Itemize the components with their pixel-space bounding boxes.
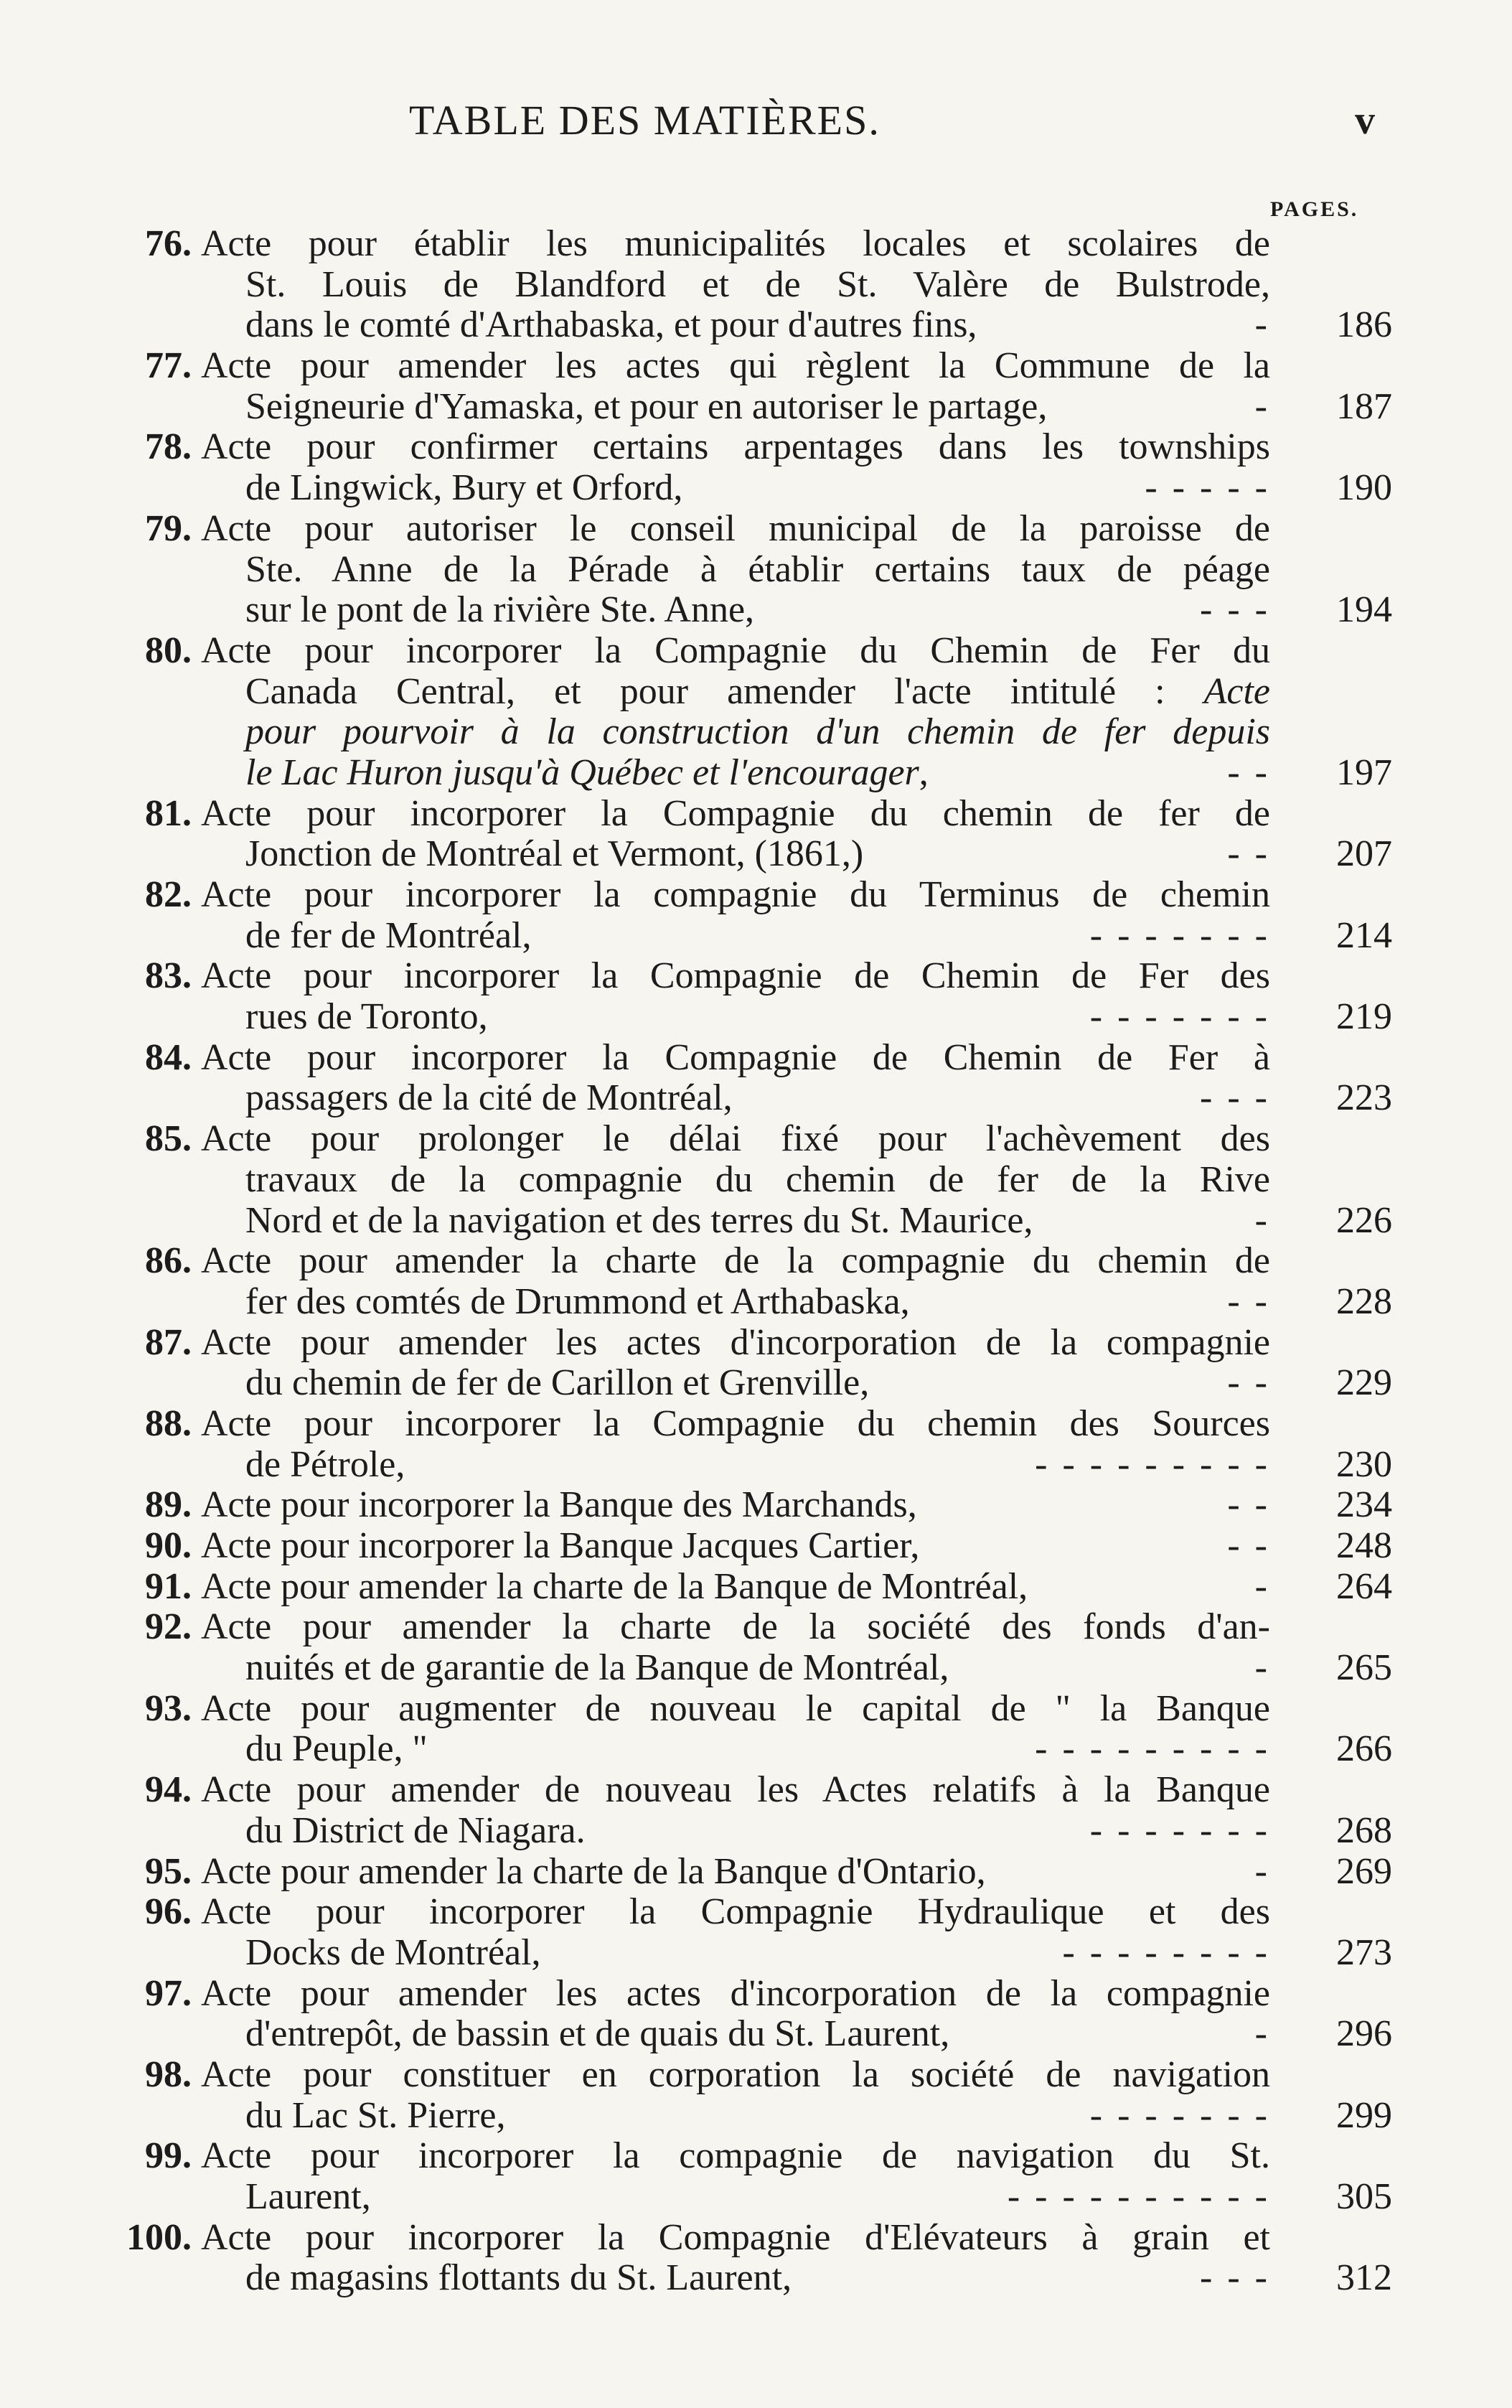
entry-page-number: 269 (1336, 1850, 1392, 1892)
entry-text: de Pétrole, (245, 1443, 405, 1485)
toc-entry-line (0, 427, 1512, 468)
dot-leaders: - - - - - - - - (1062, 1931, 1270, 1973)
entry-number: 84. (145, 1036, 192, 1078)
toc-entry-line (0, 550, 1512, 591)
toc-entry (0, 956, 1512, 1037)
entry-text: de Lingwick, Bury et Orford, (245, 467, 683, 509)
dot-leaders: - - (1227, 1484, 1270, 1526)
page-number: v (1355, 98, 1375, 143)
entry-text: le Lac Huron jusqu'à Québec et l'encourager, (245, 751, 929, 793)
toc-entry-line (0, 224, 1512, 265)
toc-entry-line (0, 1689, 1512, 1730)
entry-text: sur le pont de la rivière Ste. Anne, (245, 589, 755, 631)
toc-entry (0, 1323, 1512, 1404)
entry-text: St. Louis de Blandford et de St. Valère de Bulstrode, (245, 263, 1270, 305)
entry-text: Acte pour incorporer la Banque des Marchands, (201, 1484, 917, 1526)
toc-entry-line (0, 1160, 1512, 1201)
toc-entry-line (0, 1770, 1512, 1811)
entry-page-number: 228 (1336, 1280, 1392, 1322)
entry-page-number: 194 (1336, 589, 1392, 631)
entry-number: 80. (145, 629, 192, 671)
entry-number: 86. (145, 1240, 192, 1282)
entry-number: 81. (145, 792, 192, 834)
entry-page-number: 190 (1336, 467, 1392, 509)
entry-number: 83. (145, 955, 192, 997)
dot-leaders: - - - - - - - - - (1035, 1728, 1270, 1770)
toc-entry-line (0, 387, 1512, 428)
entry-page-number: 214 (1336, 914, 1392, 956)
entry-text: Acte pour établir les municipalités locales et scolaires de (201, 223, 1270, 264)
toc-entry-line (0, 794, 1512, 835)
entry-number: 91. (145, 1565, 192, 1607)
entry-text: Acte pour amender les actes d'incorporation de la compagnie (201, 1972, 1270, 2014)
dot-leaders: - - (1227, 1280, 1270, 1322)
toc-entry (0, 1485, 1512, 1526)
toc-entry-line (0, 1607, 1512, 1648)
entry-number: 87. (145, 1321, 192, 1363)
toc-entry (0, 875, 1512, 956)
entry-text: Acte pour prolonger le délai fixé pour l'achèvement des (201, 1118, 1270, 1160)
entry-page-number: 186 (1336, 304, 1392, 346)
entry-text: Acte pour constituer en corporation la société de navigation (201, 2053, 1270, 2095)
dot-leaders: - - - - - - - - - - (1007, 2176, 1270, 2217)
toc-entry-line (0, 712, 1512, 753)
toc-entry-line (0, 1852, 1512, 1893)
toc-entry (0, 1404, 1512, 1485)
entry-text: Ste. Anne de la Pérade à établir certains taux de péage (245, 548, 1270, 590)
entry-page-number: 229 (1336, 1362, 1392, 1404)
dot-leaders: - - - - - - - (1089, 914, 1270, 956)
dot-leaders: - (1254, 1647, 1270, 1689)
toc-entry-line (0, 1201, 1512, 1242)
dot-leaders: - (1254, 385, 1270, 427)
entry-number: 94. (145, 1769, 192, 1811)
entry-page-number: 268 (1336, 1809, 1392, 1851)
toc-entry-line (0, 1526, 1512, 1567)
toc-entry-line (0, 672, 1512, 713)
toc-entry (0, 224, 1512, 346)
toc-entry (0, 2218, 1512, 2299)
toc-entry (0, 1974, 1512, 2055)
entry-page-number: 219 (1336, 996, 1392, 1038)
entry-text: du District de Niagara. (245, 1809, 586, 1851)
entry-page-number: 296 (1336, 2013, 1392, 2055)
entry-page-number: 305 (1336, 2176, 1392, 2217)
entry-text: Acte pour incorporer la Compagnie du chemin de fer de (201, 792, 1270, 834)
entry-text: Acte pour amender la charte de la Banque de Montréal, (201, 1565, 1028, 1607)
toc-entry (0, 1119, 1512, 1241)
toc-entry (0, 631, 1512, 794)
toc-entry-line (0, 1729, 1512, 1770)
dot-leaders: - - - - - (1145, 467, 1270, 509)
entry-number: 99. (145, 2135, 192, 2177)
entry-number: 78. (145, 426, 192, 468)
toc-entry-line (0, 2055, 1512, 2096)
toc-entry (0, 1607, 1512, 1688)
entry-page-number: 265 (1336, 1647, 1392, 1689)
entry-text: dans le comté d'Arthabaska, et pour d'autres fins, (245, 304, 977, 346)
entry-text: Acte pour amender la charte de la société des fonds d'an- (201, 1606, 1270, 1648)
toc-entry (0, 509, 1512, 631)
entry-page-number: 299 (1336, 2094, 1392, 2136)
toc-entry-line (0, 2096, 1512, 2137)
entry-text: travaux de la compagnie du chemin de fer de la Rive (245, 1158, 1270, 1200)
entry-text: Acte pour autoriser le conseil municipal de la paroisse de (201, 507, 1270, 549)
entry-number: 79. (145, 507, 192, 549)
entry-page-number: 234 (1336, 1484, 1392, 1526)
entry-text: Acte pour incorporer la compagnie du Terminus de chemin (201, 874, 1270, 915)
toc-entry (0, 2055, 1512, 2136)
dot-leaders: - - - - - - - (1089, 2094, 1270, 2136)
entry-text: Acte pour incorporer la Compagnie de Chemin de Fer à (201, 1036, 1270, 1078)
toc-entry-line (0, 2014, 1512, 2055)
dot-leaders: - - - (1200, 1077, 1270, 1119)
entry-page-number: 273 (1336, 1931, 1392, 1973)
toc-entry (0, 1689, 1512, 1770)
entry-number: 89. (145, 1484, 192, 1526)
entry-number: 90. (145, 1525, 192, 1566)
toc-entry-line (0, 1892, 1512, 1933)
toc-entry-line (0, 1323, 1512, 1364)
toc-entry-line (0, 1648, 1512, 1689)
entry-page-number: 264 (1336, 1565, 1392, 1607)
dot-leaders: - - (1227, 1362, 1270, 1404)
toc-entry (0, 1770, 1512, 1851)
toc-entry-line (0, 1811, 1512, 1852)
toc-entry-line (0, 509, 1512, 550)
dot-leaders: - - - - - - - - - (1035, 1443, 1270, 1485)
entry-text: pour pourvoir à la construction d'un chemin de fer depuis (245, 711, 1270, 753)
toc-entry-line (0, 590, 1512, 631)
entry-page-number: 312 (1336, 2257, 1392, 2299)
entry-number: 76. (145, 223, 192, 264)
entry-text: rues de Toronto, (245, 996, 488, 1038)
toc-entry (0, 1526, 1512, 1567)
entry-page-number: 223 (1336, 1077, 1392, 1119)
entry-number: 85. (145, 1118, 192, 1160)
entry-number: 96. (145, 1891, 192, 1933)
dot-leaders: - - (1227, 833, 1270, 875)
entry-text: Acte pour amender la charte de la Banque d'Ontario, (201, 1850, 986, 1892)
entry-number: 82. (145, 874, 192, 915)
toc-entry-line (0, 2177, 1512, 2218)
toc-entry-line (0, 1974, 1512, 2015)
entry-text: Acte pour incorporer la Compagnie d'Elévateurs à grain et (201, 2216, 1270, 2258)
entry-text: de magasins flottants du St. Laurent, (245, 2257, 792, 2299)
entry-text: Acte pour incorporer la Compagnie Hydraulique et des (201, 1891, 1270, 1933)
entry-number: 97. (145, 1972, 192, 2014)
dot-leaders: - - - (1200, 589, 1270, 631)
toc-entry (0, 346, 1512, 427)
toc-entry-line (0, 956, 1512, 997)
entry-text: Seigneurie d'Yamaska, et pour en autoriser le partage, (245, 385, 1048, 427)
entry-page-number: 266 (1336, 1728, 1392, 1770)
entry-text: Acte pour incorporer la Compagnie du chemin des Sources (201, 1402, 1270, 1444)
toc-entry-line (0, 1363, 1512, 1404)
entry-text: Acte pour amender la charte de la compagnie du chemin de (201, 1240, 1270, 1282)
toc-entry-line (0, 305, 1512, 346)
entry-text: du Peuple, " (245, 1728, 428, 1770)
entry-page-number: 197 (1336, 751, 1392, 793)
entry-text: fer des comtés de Drummond et Arthabaska, (245, 1280, 910, 1322)
page-header (0, 92, 1512, 149)
entry-number: 93. (145, 1687, 192, 1729)
toc-entry-line (0, 1404, 1512, 1445)
toc-entry-line (0, 1567, 1512, 1608)
toc-entry-line (0, 265, 1512, 306)
toc-entry (0, 1038, 1512, 1119)
dot-leaders: - (1254, 1565, 1270, 1607)
toc-entry-line (0, 1933, 1512, 1974)
entry-text: Acte pour incorporer la Compagnie de Chemin de Fer des (201, 955, 1270, 997)
dot-leaders: - (1254, 2013, 1270, 2055)
toc-entry-line (0, 1078, 1512, 1119)
entry-number: 88. (145, 1402, 192, 1444)
entry-page-number: 226 (1336, 1199, 1392, 1241)
toc-entry-line (0, 1282, 1512, 1323)
toc-entry (0, 1892, 1512, 1973)
entry-text: Docks de Montréal, (245, 1931, 541, 1973)
entry-number: 98. (145, 2053, 192, 2095)
entry-text: du Lac St. Pierre, (245, 2094, 506, 2136)
entry-text: nuités et de garantie de la Banque de Montréal, (245, 1647, 949, 1689)
entry-page-number: 248 (1336, 1525, 1392, 1566)
entry-text: Laurent, (245, 2176, 371, 2217)
entry-text: Jonction de Montréal et Vermont, (1861,) (245, 833, 864, 875)
toc-entry-line (0, 346, 1512, 387)
entry-text: d'entrepôt, de bassin et de quais du St. Laurent, (245, 2013, 950, 2055)
toc-entry (0, 1852, 1512, 1893)
toc-entry-line (0, 468, 1512, 509)
toc-entry (0, 427, 1512, 508)
toc-entry-line (0, 875, 1512, 916)
entry-text: Nord et de la navigation et des terres du St. Maurice, (245, 1199, 1033, 1241)
toc-entry-line (0, 834, 1512, 875)
dot-leaders: - (1254, 1199, 1270, 1241)
entry-number: 92. (145, 1606, 192, 1648)
entry-text: Acte pour incorporer la Compagnie du Chemin de Fer du (201, 629, 1270, 671)
toc-entry-line (0, 1038, 1512, 1079)
entry-page-number: 187 (1336, 385, 1392, 427)
toc-entry-line (0, 916, 1512, 957)
page-title: TABLE DES MATIÈRES. (409, 97, 881, 144)
entry-page-number: 230 (1336, 1443, 1392, 1485)
toc-entry (0, 1567, 1512, 1608)
toc-entry-line (0, 1119, 1512, 1160)
entry-text: Acte pour amender les actes qui règlent la Commune de la (201, 345, 1270, 387)
toc-entry (0, 2136, 1512, 2217)
toc-entry-line (0, 997, 1512, 1038)
dot-leaders: - - (1227, 751, 1270, 793)
toc-entry-line (0, 631, 1512, 672)
toc-entry-line (0, 2218, 1512, 2259)
table-of-contents (0, 224, 1512, 2299)
entry-text: Acte pour amender de nouveau les Actes relatifs à la Banque (201, 1769, 1270, 1811)
toc-entry (0, 794, 1512, 875)
entry-page-number: 207 (1336, 833, 1392, 875)
pages-column-label: PAGES. (1270, 197, 1359, 221)
entry-text: de fer de Montréal, (245, 914, 532, 956)
dot-leaders: - - - (1200, 2257, 1270, 2299)
entry-text: Acte pour augmenter de nouveau le capital de " la Banque (201, 1687, 1270, 1729)
toc-entry-line (0, 1241, 1512, 1282)
entry-text: Acte pour amender les actes d'incorporation de la compagnie (201, 1321, 1270, 1363)
dot-leaders: - - - - - - - (1089, 1809, 1270, 1851)
entry-text: Acte pour confirmer certains arpentages dans les townships (201, 426, 1270, 468)
entry-number: 100. (126, 2216, 192, 2258)
dot-leaders: - - (1227, 1525, 1270, 1566)
toc-entry-line (0, 753, 1512, 794)
toc-entry-line (0, 1445, 1512, 1486)
toc-entry-line (0, 2136, 1512, 2177)
entry-number: 77. (145, 345, 192, 387)
toc-entry-line (0, 1485, 1512, 1526)
toc-entry (0, 1241, 1512, 1322)
dot-leaders: - (1254, 1850, 1270, 1892)
dot-leaders: - (1254, 304, 1270, 346)
entry-number: 95. (145, 1850, 192, 1892)
entry-text: Acte pour incorporer la Banque Jacques Cartier, (201, 1525, 920, 1566)
toc-entry-line (0, 2258, 1512, 2299)
entry-text: Canada Central, et pour amender l'acte intitulé : Acte (245, 670, 1270, 712)
entry-text: Acte pour incorporer la compagnie de navigation du St. (201, 2135, 1270, 2177)
dot-leaders: - - - - - - - (1089, 996, 1270, 1038)
entry-text: du chemin de fer de Carillon et Grenville, (245, 1362, 870, 1404)
entry-text: passagers de la cité de Montréal, (245, 1077, 733, 1119)
